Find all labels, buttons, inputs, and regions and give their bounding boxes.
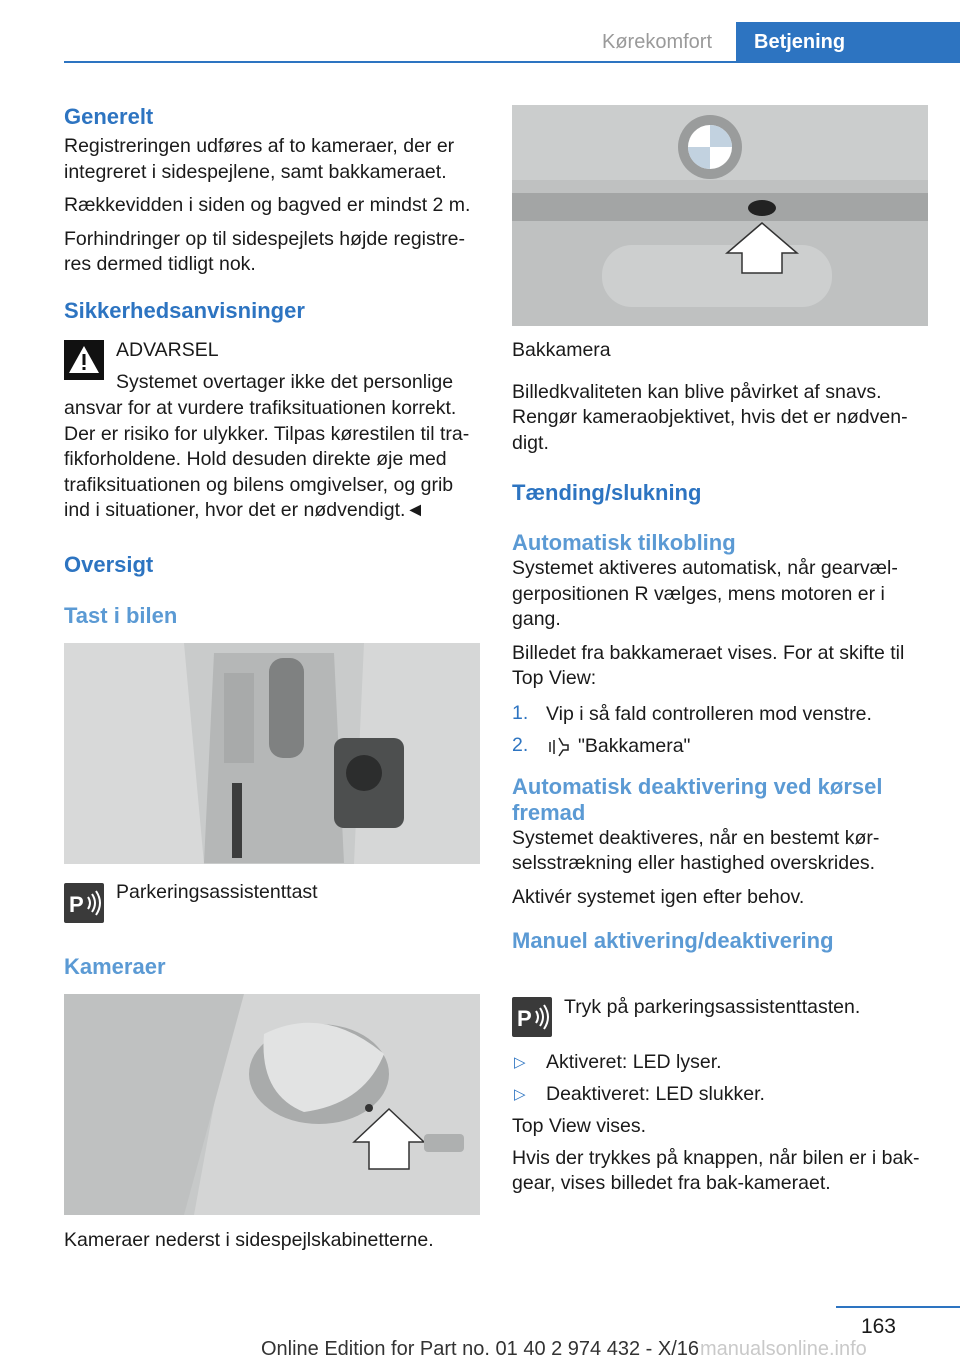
right-column-lower xyxy=(512,1050,932,1197)
bullet-triangle-icon: ▷ xyxy=(514,1086,526,1103)
side-mirror-image xyxy=(64,994,480,1215)
svg-text:P: P xyxy=(517,1006,532,1031)
console-image xyxy=(64,643,480,864)
heading-auto-off: Automatisk deaktivering ved kørsel fremad xyxy=(512,773,883,825)
step-text: "Bakkamera" xyxy=(578,734,691,757)
steps-list xyxy=(512,702,932,768)
paragraph-image-quality: Billedkvaliteten kan blive påvirket af snavs. Rengør kameraobjektivet, hvis det er nødven-digt. xyxy=(512,380,908,454)
left-column xyxy=(64,104,484,324)
heading-manual: Manuel aktivering/deaktivering xyxy=(512,928,834,953)
paragraph-top-view: Billedet fra bakkameraet vises. For at skifte til Top View: xyxy=(512,641,905,689)
footer-rule xyxy=(836,1306,960,1308)
heading-sikkerhed: Sikkerhedsanvisninger xyxy=(64,297,305,323)
step-text: Vip i så fald controlleren mod venstre. xyxy=(546,702,872,725)
bullet-text: Deaktiveret: LED slukker. xyxy=(546,1083,765,1105)
key-caption: Parkeringsassistenttast xyxy=(116,881,318,903)
camera-symbol-icon xyxy=(546,736,572,763)
header-tab-korekomfort[interactable]: Kørekomfort xyxy=(601,30,713,53)
parking-assist-button-icon xyxy=(512,997,552,1037)
heading-taending: Tænding/slukning xyxy=(512,480,702,505)
heading-kameraer: Kameraer xyxy=(64,954,166,979)
list-item xyxy=(512,734,932,768)
warning-text: ansvar for at vurdere trafiksituationen korrekt. Der er risiko for ulykker. Tilpas kørestilen til tra-fikforholdene. Hold desuden direkte øje med trafiksituationen og bilens omgivelser, og grib ind i situationer, hvor det er nødvendigt.◄ xyxy=(64,397,470,521)
paragraph-press: Tryk på parkeringsassistenttasten. xyxy=(564,996,861,1018)
warning-icon xyxy=(64,340,104,380)
heading-tast-i-bilen: Tast i bilen xyxy=(64,603,178,628)
bullet-triangle-icon: ▷ xyxy=(514,1054,526,1071)
header-rule xyxy=(64,61,960,63)
paragraph-top-view-shown: Top View vises. xyxy=(512,1115,647,1137)
footer-edition: Online Edition for Part no. 01 40 2 974 432 - X/16 xyxy=(260,1338,700,1360)
list-item xyxy=(512,1082,932,1114)
svg-text:P: P xyxy=(69,892,84,917)
page-number: 163 xyxy=(860,1315,896,1338)
paragraph-forhindringer: Forhindringer op til sidespejlets højde registre-res dermed tidligt nok. xyxy=(64,227,466,275)
warning-line1: Systemet overtager ikke det personlige xyxy=(116,371,454,393)
step-number: 1. xyxy=(512,701,529,724)
paragraph-auto-off: Systemet deaktiveres, når en bestemt kør-selsstrækning eller hastighed overskrides. xyxy=(512,826,880,874)
heading-generelt: Generelt xyxy=(64,104,154,129)
heading-auto-on: Automatisk tilkobling xyxy=(512,530,736,555)
parking-assist-key-icon xyxy=(64,883,104,923)
paragraph-raekkevidde: Rækkevidden i siden og bagved er mindst 2 m. xyxy=(64,194,471,216)
bullet-text: Aktiveret: LED lyser. xyxy=(546,1051,722,1073)
warning-title: ADVARSEL xyxy=(116,339,219,361)
step-number: 2. xyxy=(512,733,529,756)
rear-camera-caption: Bakkamera xyxy=(512,339,611,361)
camera-caption: Kameraer nederst i sidespejlskabinetterne. xyxy=(64,1229,434,1251)
right-column xyxy=(512,338,932,954)
paragraph-registrering: Registreringen udføres af to kameraer, der er integreret i sidespejlene, samt bakkameraet. xyxy=(64,135,455,183)
list-item xyxy=(512,702,932,734)
list-item xyxy=(512,1050,932,1082)
paragraph-auto-on: Systemet aktiveres automatisk, når gearvæl-gerpositionen R vælges, mens motoren er i gang. xyxy=(512,557,898,630)
rear-camera-image xyxy=(512,105,928,326)
header-tab-betjening[interactable]: Betjening xyxy=(736,22,960,63)
paragraph-reactivate: Aktivér systemet igen efter behov. xyxy=(512,885,805,908)
heading-oversigt: Oversigt xyxy=(64,552,154,577)
watermark: manualsonline.info xyxy=(700,1338,867,1360)
paragraph-reverse-gear: Hvis der trykkes på knappen, når bilen er i bak-gear, vises billedet fra bak-kameraet. xyxy=(512,1146,920,1194)
